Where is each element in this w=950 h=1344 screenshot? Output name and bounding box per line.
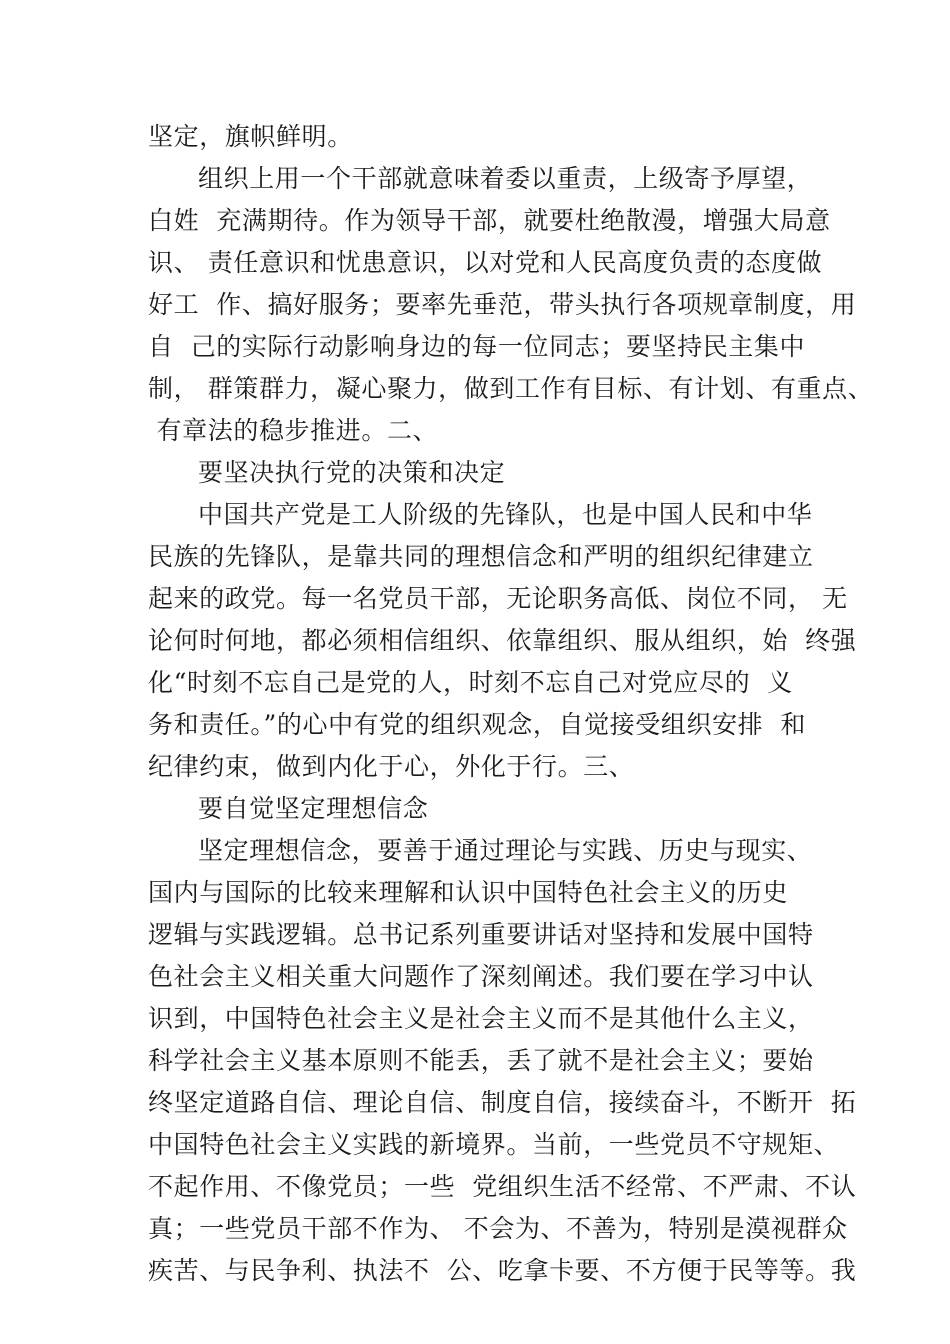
text-line: 国内与国际的比较来理解和认识中国特色社会主义的历史 (148, 878, 789, 907)
text-line: 疾苦、与民争利、执法不 公、吃拿卡要、不方便于民等等。我 (148, 1256, 857, 1285)
text-line: 论何时何地，都必须相信组织、依靠组织、服从组织，始 终强 (148, 626, 857, 655)
text-line: 识、 责任意识和忧患意识，以对党和人民高度负责的态度做 (148, 248, 823, 277)
text-line: 终坚定道路自信、理论自信、制度自信，接续奋斗，不断开 拓 (148, 1088, 857, 1117)
text-line: 识到，中国特色社会主义是社会主义而不是其他什么主义， (148, 1004, 814, 1033)
text-line: 纪律约束，做到内化于心，外化于行。三、 (148, 752, 635, 781)
text-line: 好工 作、搞好服务；要率先垂范，带头执行各项规章制度，用 (148, 290, 857, 319)
text-line: 中国共产党是工人阶级的先锋队，也是中国人民和中华 (198, 500, 813, 529)
text-line: 务和责任。”的心中有党的组织观念，自觉接受组织安排 和 (148, 710, 806, 739)
text-line: 科学社会主义基本原则不能丢，丢了就不是社会主义；要始 (148, 1046, 814, 1075)
section-heading: 要坚决执行党的决策和决定 (198, 458, 506, 487)
text-line: 化“时刻不忘自己是党的人，时刻不忘自己对党应尽的 义 (148, 668, 793, 697)
text-line: 坚定理想信念，要善于通过理论与实践、历史与现实、 (198, 836, 813, 865)
text-line: 不起作用、不像党员；一些 党组织生活不经常、不严肃、不认 (148, 1172, 857, 1201)
text-line: 起来的政党。每一名党员干部，无论职务高低、岗位不同， 无 (148, 584, 848, 613)
text-line: 色社会主义相关重大问题作了深刻阐述。我们要在学习中认 (148, 962, 814, 991)
text-line: 组织上用一个干部就意味着委以重责，上级寄予厚望， (198, 164, 813, 193)
text-line: 真；一些党员干部不作为、 不会为、不善为，特别是漠视群众 (148, 1214, 848, 1243)
text-line: 民族的先锋队，是靠共同的理想信念和严明的组织纪律建立 (148, 542, 814, 571)
text-line: 白姓 充满期待。作为领导干部，就要杜绝散漫，增强大局意 (148, 206, 831, 235)
section-heading: 要自觉坚定理想信念 (198, 794, 429, 823)
text-line: 坚定，旗帜鲜明。 (148, 122, 353, 151)
text-line: 制， 群策群力，凝心聚力，做到工作有目标、有计划、有重点、 (148, 374, 874, 403)
text-line: 中国特色社会主义实践的新境界。当前，一些党员不守规矩、 (148, 1130, 840, 1159)
text-line: 有章法的稳步推进。二、 (148, 416, 439, 445)
text-line: 自 己的实际行动影响身边的每一位同志；要坚持民主集中 (148, 332, 806, 361)
text-line: 逻辑与实践逻辑。总书记系列重要讲话对坚持和发展中国特 (148, 920, 814, 949)
